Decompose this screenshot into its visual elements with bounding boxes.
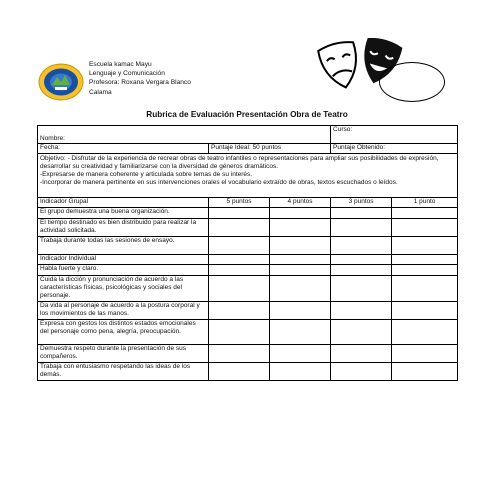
- score-cell[interactable]: [209, 265, 270, 276]
- table-row: [38, 276, 458, 302]
- table-row: [38, 255, 458, 265]
- fecha-label: Fecha:: [40, 144, 60, 151]
- nombre-label: Nombre:: [40, 134, 65, 142]
- score-cell[interactable]: [392, 265, 458, 276]
- table-row: [38, 219, 458, 237]
- fecha-cell: [38, 144, 209, 154]
- score-cell[interactable]: [209, 255, 270, 265]
- score-cell[interactable]: [209, 276, 270, 302]
- score-cell[interactable]: [209, 237, 270, 255]
- subject: Lenguaje y Comunicación: [89, 70, 165, 78]
- indicator-cell: Indicador Individual: [38, 255, 209, 265]
- table-row: [38, 208, 458, 219]
- table-row: [38, 345, 458, 363]
- puntaje-ideal-cell: [209, 144, 331, 154]
- score-cell[interactable]: [209, 219, 270, 237]
- curso-label: Curso:: [333, 126, 353, 133]
- table-row: [38, 237, 458, 255]
- score-cell[interactable]: [270, 219, 331, 237]
- nombre-cell: [38, 126, 331, 144]
- indicator-cell: Expresa con gestos los distintos estados emocionales del personaje como pena, alegría, preocupación.: [38, 320, 209, 345]
- score-cell[interactable]: [392, 237, 458, 255]
- score-cell[interactable]: [331, 363, 392, 381]
- indicator-cell: Demuestra respeto durante la presentación de sus compañeros.: [38, 345, 209, 363]
- score-cell[interactable]: [270, 237, 331, 255]
- curso-cell: [331, 126, 458, 144]
- school-name: Escuela kamac Mayu: [89, 61, 152, 68]
- score-cell[interactable]: [270, 345, 331, 363]
- score-cell[interactable]: [270, 276, 331, 302]
- date-score-row: [38, 144, 458, 154]
- photo-circle: [379, 62, 445, 102]
- school-info: [89, 60, 191, 97]
- school-seal-icon: [37, 62, 85, 102]
- indicator-cell: El tiempo destinado es bien distribuido para realizar la actividad solicitada.: [38, 219, 209, 237]
- table-row: [38, 363, 458, 381]
- score-cell[interactable]: [392, 255, 458, 265]
- score-cell[interactable]: [270, 208, 331, 219]
- objective-text: -Incorporar de manera pertinente en sus intervenciones orales el vocabulario extraído de obras, textos escuchados o leídos.: [40, 179, 398, 187]
- score-cell[interactable]: [392, 276, 458, 302]
- column-header-row: [38, 198, 458, 208]
- score-cell[interactable]: [270, 255, 331, 265]
- score-cell[interactable]: [331, 208, 392, 219]
- score-cell[interactable]: [392, 302, 458, 320]
- indicator-cell: Cuida la dicción y pronunciación de acuerdo a las características físicas, psicológicas y sociales del personaje.: [38, 276, 209, 302]
- score-cell[interactable]: [270, 320, 331, 345]
- score-cell[interactable]: [209, 363, 270, 381]
- table-row: [38, 302, 458, 320]
- objective-cell: [38, 154, 458, 198]
- teacher: Profesora: Roxana Vergara Blanco: [89, 79, 191, 87]
- score-cell[interactable]: [392, 208, 458, 219]
- score-cell[interactable]: [270, 265, 331, 276]
- score-cell[interactable]: [331, 237, 392, 255]
- score-cell[interactable]: [392, 219, 458, 237]
- column-header: Indicador Grupal: [38, 198, 209, 208]
- score-cell[interactable]: [209, 208, 270, 219]
- score-cell[interactable]: [209, 320, 270, 345]
- objective-row: [38, 154, 458, 198]
- table-row: [38, 265, 458, 276]
- name-course-row: [38, 126, 458, 144]
- score-cell[interactable]: [331, 276, 392, 302]
- puntaje-obtenido-label: Puntaje Obtenido:: [333, 144, 386, 151]
- score-cell[interactable]: [331, 320, 392, 345]
- column-header: 3 puntos: [331, 198, 392, 208]
- rubric-document: [37, 60, 457, 381]
- score-cell[interactable]: [392, 363, 458, 381]
- objective-text: -Expresarse de manera coherente y articulada sobre temas de su interés.: [40, 171, 253, 179]
- indicator-cell: Da vida al personaje de acuerdo a la postura corporal y los movimientos de las manos.: [38, 302, 209, 320]
- column-header: 1 punto: [392, 198, 458, 208]
- puntaje-ideal-label: Puntaje Ideal: 50 puntos: [211, 144, 282, 151]
- score-cell[interactable]: [270, 302, 331, 320]
- score-cell[interactable]: [270, 363, 331, 381]
- score-cell[interactable]: [331, 219, 392, 237]
- objective-text: Objetivo: - Disfrutar de la experiencia de recrear obras de teatro infantiles o representaciones para ampliar sus posibilidades de expresión, desarrollar su creatividad y familiarizarse con la diversidad de géneros dramáticos.: [40, 155, 439, 171]
- indicator-cell: Habla fuerte y claro.: [38, 265, 209, 276]
- document-header: [37, 60, 457, 104]
- indicator-cell: El grupo demuestra una buena organización.: [38, 208, 209, 219]
- score-cell[interactable]: [209, 302, 270, 320]
- document-title: Rubrica de Evaluación Presentación Obra de Teatro: [146, 110, 348, 119]
- puntaje-obtenido-cell: [331, 144, 458, 154]
- column-header: 5 puntos: [209, 198, 270, 208]
- score-cell[interactable]: [392, 345, 458, 363]
- column-header: 4 puntos: [270, 198, 331, 208]
- city: Calama: [89, 88, 112, 96]
- score-cell[interactable]: [331, 302, 392, 320]
- score-cell[interactable]: [331, 255, 392, 265]
- rubric-table: [37, 125, 458, 381]
- score-cell[interactable]: [331, 265, 392, 276]
- table-row: [38, 320, 458, 345]
- indicator-cell: Trabaja con entusiasmo respetando las ideas de los demás.: [38, 363, 209, 381]
- score-cell[interactable]: [392, 320, 458, 345]
- score-cell[interactable]: [209, 345, 270, 363]
- indicator-cell: Trabaja durante todas las sesiones de ensayo.: [38, 237, 209, 255]
- score-cell[interactable]: [331, 345, 392, 363]
